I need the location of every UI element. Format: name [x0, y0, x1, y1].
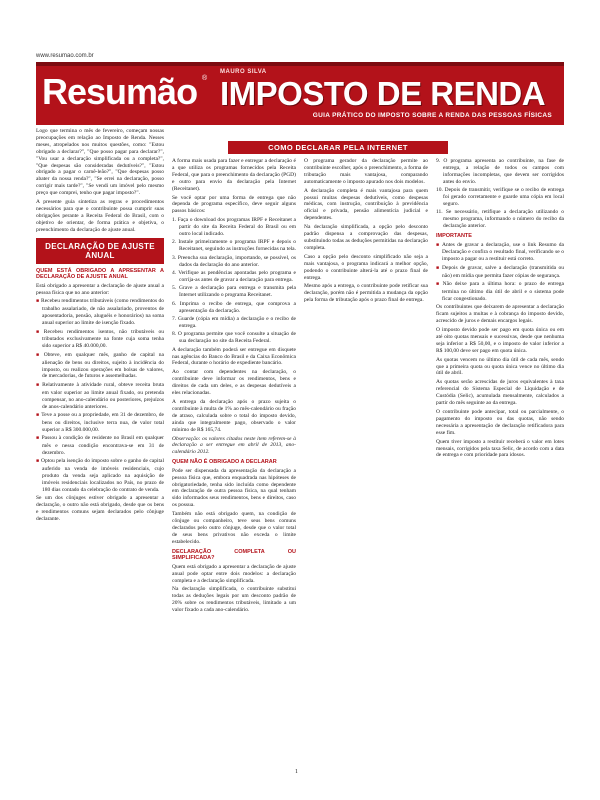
paragraph: A declaração também poderá ser entregue em disquete nas agências do Banco do Brasil e da Caixa Econômica Federal, durante o horário de expediente bancário. — [172, 346, 296, 367]
step-item: 5. Grave a declaração para entrega e transmita pela Internet utilizando o programa Receitanet. — [172, 285, 296, 299]
registered-mark: ® — [202, 75, 208, 82]
list-item: ■ Não deixe para a última hora: o prazo de entrega termina no último dia útil de abril e o sistema pode ficar congestionado. — [436, 281, 564, 303]
page-title: IMPOSTO DE RENDA — [220, 75, 546, 112]
step-item: 4. Verifique as pendências apontadas pelo programa e corrija-as antes de gravar a declaração para entrega. — [172, 270, 296, 283]
subheading-importante: IMPORTANTE — [436, 233, 472, 240]
step-item: 8. O programa permite que você consulte a situação de sua declaração no site da Receita Federal. — [172, 331, 296, 345]
step-item: 11. Se necessário, retifique a declaração utilizando o mesmo programa, informando o número do recibo da declaração anterior. — [436, 209, 564, 230]
column-4 — [436, 158, 564, 768]
column-1 — [36, 128, 164, 768]
column-2 — [172, 158, 296, 768]
page-number: 1 — [295, 769, 298, 775]
intro-paragraph: A presente guia sintetiza as regras e procedimentos necessários para que o contribuinte possa cumprir suas obrigações perante a Receita Federal do Brasil, com o objetivo de orientar, de forma prática e objetiva, o preenchimento da declaração de ajuste anual. — [36, 199, 164, 233]
paragraph: O contribuinte pode antecipar, total ou parcialmente, o pagamento do imposto ou das quotas, não sendo necessária a apresentação de declaração retificadora para esse fim. — [436, 409, 564, 436]
step-item: 9. O programa apresenta ao contribuinte, na fase de entrega, a relação de todos os campos com informações incompletas, que devem ser corrigidos antes do envio. — [436, 158, 564, 185]
subheading-nao-obrigado: QUEM NÃO É OBRIGADO A DECLARAR — [172, 459, 277, 466]
paragraph: Mesmo após a entrega, o contribuinte pode retificar sua declaração, porém não é permitida a mudança da opção pela forma de tributação após o prazo final de entrega. — [304, 283, 428, 304]
subheading-quem: QUEM ESTÁ OBRIGADO A APRESENTAR A DECLARAÇÃO DE AJUSTE ANUAL — [36, 267, 164, 281]
quem-intro: Está obrigado a apresentar a declaração de ajuste anual a pessoa física que no ano anterior: — [36, 282, 164, 296]
list-item: ■ Depois de gravar, salve a declaração (transmitida ou não) em mídia que permita fazer cópias de segurança. — [436, 265, 564, 280]
paragraph: Os contribuintes que deixarem de apresentar a declaração ficam sujeitos a multas e à cobrança do imposto devido, acrescido de juros e demais encargos legais. — [436, 304, 564, 325]
list-item: ■ Relativamente à atividade rural, obteve receita bruta em valor superior ao limite anual fixado, ou pretenda compensar, no ano-calendário ou posteriores, prejuízos de anos-calendário anteriores. — [36, 382, 164, 411]
paragraph: Pode ser dispensada da apresentação da declaração a pessoa física que, embora enquadrada nas hipóteses de obrigatoriedade, tenha sido incluída como dependente em declaração de outra pessoa física, na qual tenham sido informados seus rendimentos, bens e direitos, caso os possua. — [172, 467, 296, 509]
paragraph: Quem está obrigado a apresentar a declaração de ajuste anual pode optar entre dois modelos: a declaração completa e a declaração simplificada. — [172, 563, 296, 584]
header-banner — [36, 62, 564, 125]
paragraph: A entrega da declaração após o prazo sujeita o contribuinte à multa de 1% ao mês-calendário ou fração de atraso, calculada sobre o total do imposto devido, ainda que integralmente pago, observado o valor mínimo de R$ 165,74. — [172, 399, 296, 433]
paragraph: As quotas serão acrescidas de juros equivalentes à taxa referencial do Sistema Especial de Liquidação e de Custódia (Selic), acumulada mensalmente, calculados a partir do mês seguinte ao da entrega. — [436, 379, 564, 407]
paragraph: As quotas vencem no último dia útil de cada mês, sendo que a primeira quota ou quota única vence no último dia útil de abril. — [436, 356, 564, 377]
list-item: ■ Optou pela isenção do imposto sobre o ganho de capital auferido na venda de imóveis residenciais, cujo produto da venda seja aplicado na aquisição de imóveis residenciais localizados no País, no prazo de 180 dias contado da celebração do contrato de venda. — [36, 458, 164, 494]
column-3 — [304, 158, 428, 768]
step-item: 1. Faça o download dos programas IRPF e Receitanet a partir do site da Receita Federal do Brasil ou em outro local indicado. — [172, 217, 296, 238]
observation-note: Observação: os valores citados neste item referem-se à declaração a ser entregue em abril de 2013, ano-calendário 2012. — [172, 435, 296, 456]
paragraph: Quem tiver imposto a restituir receberá o valor em lotes mensais, corrigidos pela taxa Selic, de acordo com a data de entrega e com prioridade para idosos. — [436, 438, 564, 459]
paragraph: Na declaração simplificada, a opção pelo desconto padrão dispensa a comprovação das despesas, substituindo todas as deduções permitidas na declaração completa. — [304, 224, 428, 251]
quem-conclusion: Se um dos cônjuges estiver obrigado a apresentar a declaração, o outro não está obrigado, desde que os bens e rendimentos comuns sejam declarados pelo cônjuge declarante. — [36, 495, 164, 523]
step-item: 7. Guarde (cópia em mídia) a declaração e o recibo de entrega. — [172, 316, 296, 329]
author-name: MAURO SILVA — [220, 69, 267, 75]
list-item: ■ Obteve, em qualquer mês, ganho de capital na alienação de bens ou direitos, sujeito à incidência do imposto, ou realizou operações em bolsas de valores, de mercadorias, de futuros e assemelhadas. — [36, 352, 164, 381]
site-url: www.resumao.com.br — [36, 53, 94, 59]
paragraph: Na declaração simplificada, o contribuinte substitui todas as deduções legais por um desconto padrão de 20% sobre os rendimentos tributáveis, limitado a um valor fixado a cada ano-calendário. — [172, 586, 296, 614]
list-item: ■ Antes de gravar a declaração, use o link Resumo da Declaração e confira o resultado final, verificando se o imposto a pagar ou a restituir está correto. — [436, 242, 564, 264]
step-item: 2. Instale primeiramente o programa IRPF e depois o Receitanet, seguindo as instruções fornecidas na tela. — [172, 239, 296, 253]
step-item: 10. Depois de transmitir, verifique se o recibo de entrega foi gerado corretamente e guarde uma cópia em local seguro. — [436, 187, 564, 207]
brand-logo: Resumão — [42, 71, 198, 112]
intro-paragraph: Logo que termina o mês de fevereiro, começam nossas preocupações em relação ao Imposto de Renda. Nesses meses, atropelados nos muitos questões, como: "Estou obrigado a declarar?", "Que posso pagar para declarar?", "Vou usar a declaração simplificada ou a completa?", "Que despesas são consideradas dedutíveis?", "Estou obrigado a pagar o carnê-leão?", "Que despesas posso abater da nossa renda?", "Se errei na declaração, posso corrigir mais tarde?", "Se vendi um imóvel pelo mesmo preço que comprei, tenho que pagar imposto?". — [36, 128, 164, 197]
step-item: 6. Imprima o recibo de entrega, que comprova a apresentação da declaração. — [172, 300, 296, 314]
paragraph: A declaração completa é mais vantajosa para quem possui muitas despesas dedutíveis, como despesas médicas, com instrução, contribuição à previdência oficial e privada, pensão alimentícia judicial e dependentes. — [304, 187, 428, 222]
step-item: 3. Preencha sua declaração, importando, se possível, os dados da declaração do ano anterior. — [172, 254, 296, 268]
subheading-completa-simplificada: DECLARAÇÃO COMPLETA OU SIMPLIFICADA? — [172, 548, 296, 562]
list-item: ■ Passou à condição de residente no Brasil em qualquer mês e nessa condição encontrava-se em 31 de dezembro. — [36, 435, 164, 457]
list-item: ■ Teve a posse ou a propriedade, em 31 de dezembro, de bens ou direitos, inclusive terra nua, de valor total superior a R$ 300.000,00. — [36, 412, 164, 434]
header-band — [36, 62, 564, 66]
section-title-internet: COMO DECLARAR PELA INTERNET — [228, 141, 448, 154]
paragraph: Se você optar por uma forma de entrega que não dependa de programa específico, deve seguir alguns passos básicos: — [172, 194, 296, 215]
page-subtitle: GUIA PRÁTICO DO IMPOSTO SOBRE A RENDA DAS PESSOAS FÍSICAS — [312, 112, 552, 119]
list-item: ■ Recebeu rendimentos tributáveis (como rendimentos do trabalho assalariado, de não assalariado, proventos de aposentadoria, pensão, aluguéis e honorários) na soma anual superior ao limite de isenção fixado. — [36, 298, 164, 327]
paragraph: Também não está obrigado quem, na condição de cônjuge ou companheiro, teve seus bens comuns declarados pelo outro cônjuge, desde que o valor total de seus bens privativos não exceda o limite estabelecido. — [172, 511, 296, 545]
paragraph: A forma mais usada para fazer e entregar a declaração é a que utiliza os programas fornecidos pela Receita Federal, que para o preenchimento da declaração (PGD) e outro para envio da declaração pela Internet (Receitanet). — [172, 158, 296, 192]
paragraph: O imposto devido pode ser pago em quota única ou em até oito quotas mensais e sucessivas, desde que nenhuma seja inferior a R$ 50,00, e o imposto de valor inferior a R$ 100,00 deve ser pago em quota única. — [436, 327, 564, 354]
paragraph: O programa gerador da declaração permite ao contribuinte escolher, após o preenchimento, a forma de tributação mais vantajosa, comparando automaticamente o imposto apurado nos dois modelos. — [304, 158, 428, 185]
paragraph: Ao contar com dependentes na declaração, o contribuinte deve informar os rendimentos, bens e direitos de cada um deles, e as despesas dedutíveis a eles relacionadas. — [172, 369, 296, 397]
paragraph: Caso a opção pelo desconto simplificado não seja a mais vantajosa, o programa indicará a melhor opção, podendo o contribuinte alterá-la até o prazo final de entrega. — [304, 253, 428, 281]
section-title-ajuste: DECLARAÇÃO DE AJUSTE ANUAL — [36, 238, 164, 264]
list-item: ■ Recebeu rendimentos isentos, não tributáveis ou tributados exclusivamente na fonte cuja soma tenha sido superior a R$ 40.000,00. — [36, 329, 164, 351]
